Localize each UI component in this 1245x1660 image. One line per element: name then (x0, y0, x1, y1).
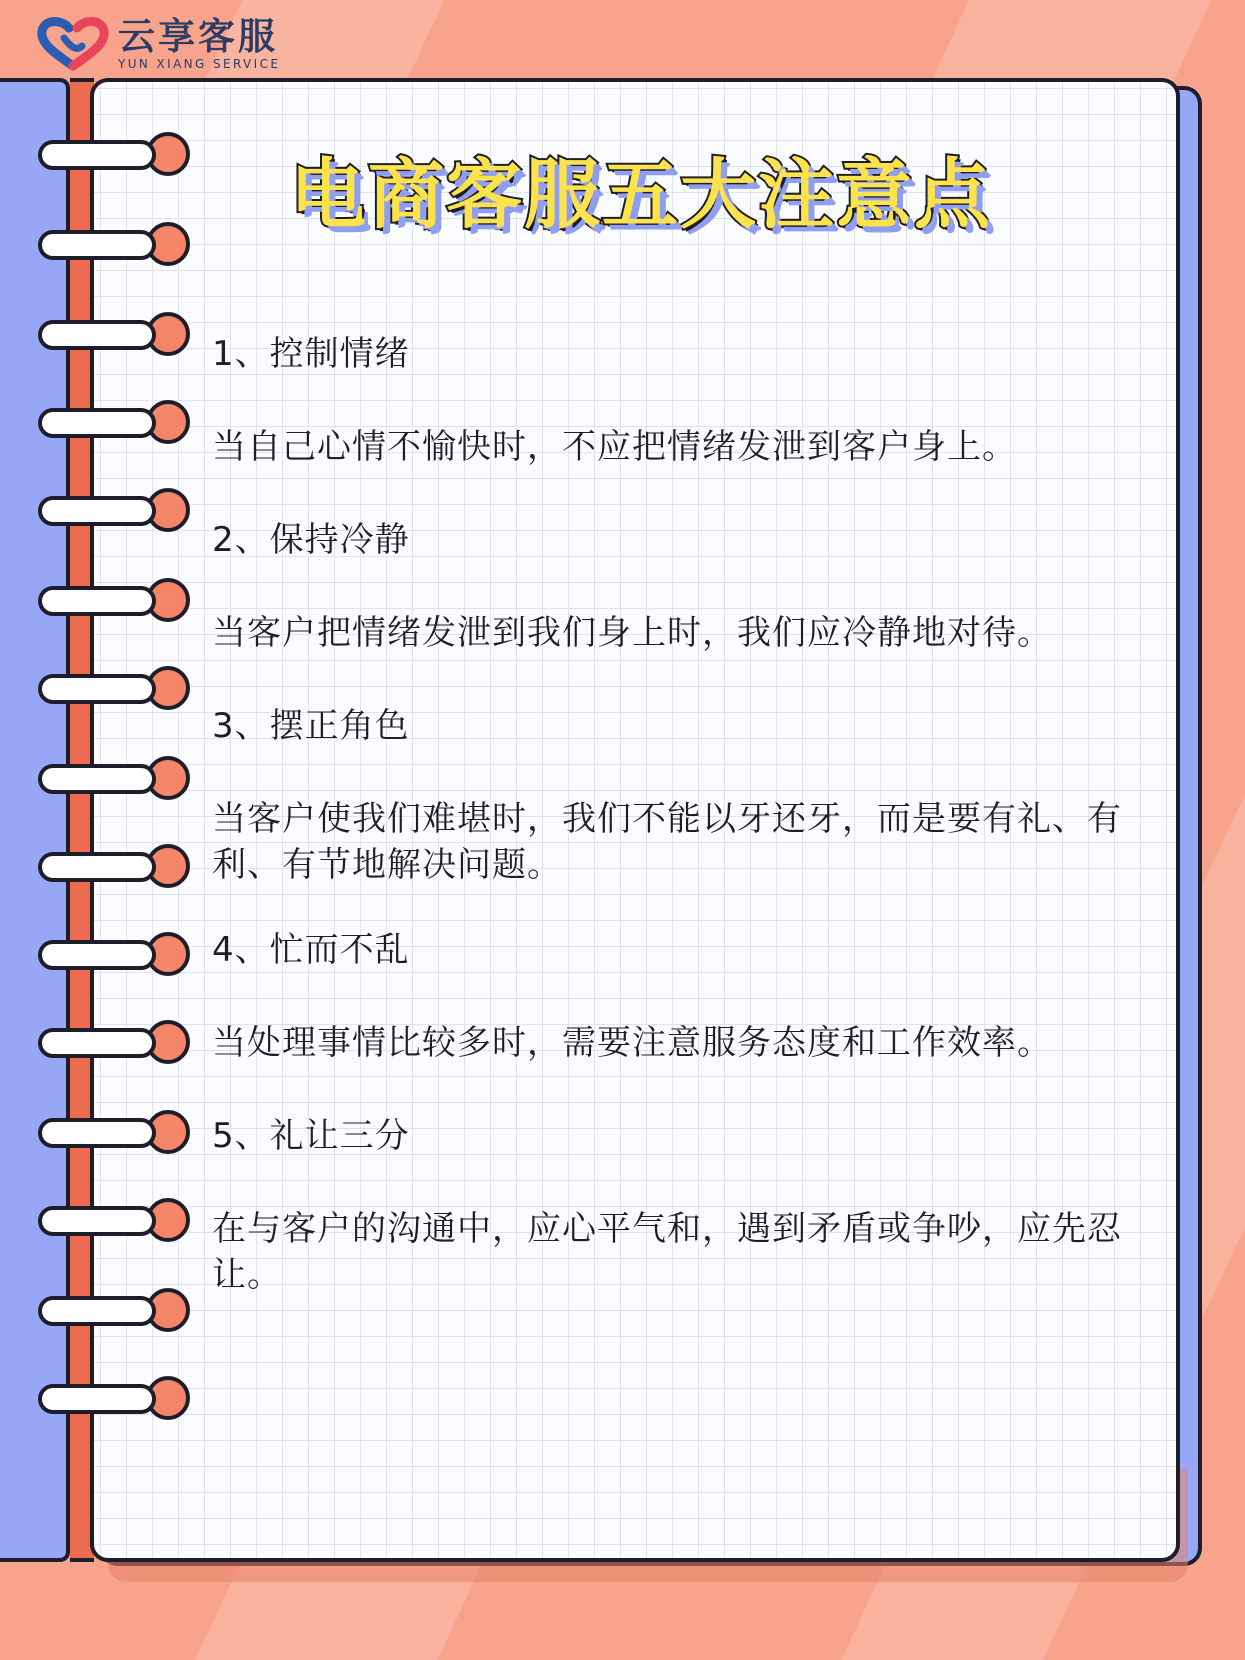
tip-text: 当自己心情不愉快时，不应把情绪发泄到客户身上。 (212, 427, 1017, 467)
tip-item-1 (212, 330, 1162, 470)
ring-loop (38, 140, 156, 170)
binding-ring (38, 222, 174, 266)
ring-loop (38, 852, 156, 882)
binding-ring (38, 1198, 174, 1242)
binding-ring (38, 488, 174, 532)
ring-loop (38, 1384, 156, 1414)
ring-loop (38, 1118, 156, 1148)
binding-ring (38, 578, 174, 622)
ring-loop (38, 230, 156, 260)
page-title: 电商客服五大注意点 (290, 150, 992, 239)
brand-tagline: YUN XIANG SERVICE (118, 57, 281, 71)
ring-loop (38, 1296, 156, 1326)
tip-item-4 (212, 926, 1162, 1066)
tip-heading: 5、礼让三分 (212, 1116, 410, 1156)
notebook-left-cover (0, 78, 70, 1562)
tip-heading: 1、控制情绪 (212, 334, 410, 374)
ring-loop (38, 764, 156, 794)
binding-ring (38, 1288, 174, 1332)
binding-ring (38, 312, 174, 356)
tip-text: 在与客户的沟通中，应心平气和，遇到矛盾或争吵，应先忍让。 (212, 1209, 1122, 1295)
ring-loop (38, 586, 156, 616)
ring-loop (38, 320, 156, 350)
tip-item-3 (212, 702, 1162, 888)
ring-loop (38, 496, 156, 526)
tip-item-5 (212, 1112, 1162, 1298)
ring-loop (38, 1028, 156, 1058)
binding-ring (38, 132, 174, 176)
tip-text: 当客户把情绪发泄到我们身上时，我们应冷静地对待。 (212, 613, 1052, 653)
tip-heading: 4、忙而不乱 (212, 930, 410, 970)
binding-ring (38, 756, 174, 800)
ring-loop (38, 408, 156, 438)
binding-ring (38, 1376, 174, 1420)
ring-loop (38, 674, 156, 704)
brand-name: 云享客服 (118, 15, 278, 58)
tip-text: 当处理事情比较多时，需要注意服务态度和工作效率。 (212, 1023, 1052, 1063)
ring-loop (38, 940, 156, 970)
tip-text: 当客户使我们难堪时，我们不能以牙还牙，而是要有礼、有利、有节地解决问题。 (212, 799, 1122, 885)
binding-ring (38, 666, 174, 710)
binding-ring (38, 932, 174, 976)
tip-heading: 2、保持冷静 (212, 520, 410, 560)
heart-logo-icon (36, 16, 110, 72)
binding-ring (38, 400, 174, 444)
brand-logo (36, 14, 280, 74)
tips-list (212, 330, 1162, 1344)
binding-ring (38, 844, 174, 888)
ring-loop (38, 1206, 156, 1236)
binding-ring (38, 1020, 174, 1064)
tip-heading: 3、摆正角色 (212, 706, 410, 746)
tip-item-2 (212, 516, 1162, 656)
binding-ring (38, 1110, 174, 1154)
